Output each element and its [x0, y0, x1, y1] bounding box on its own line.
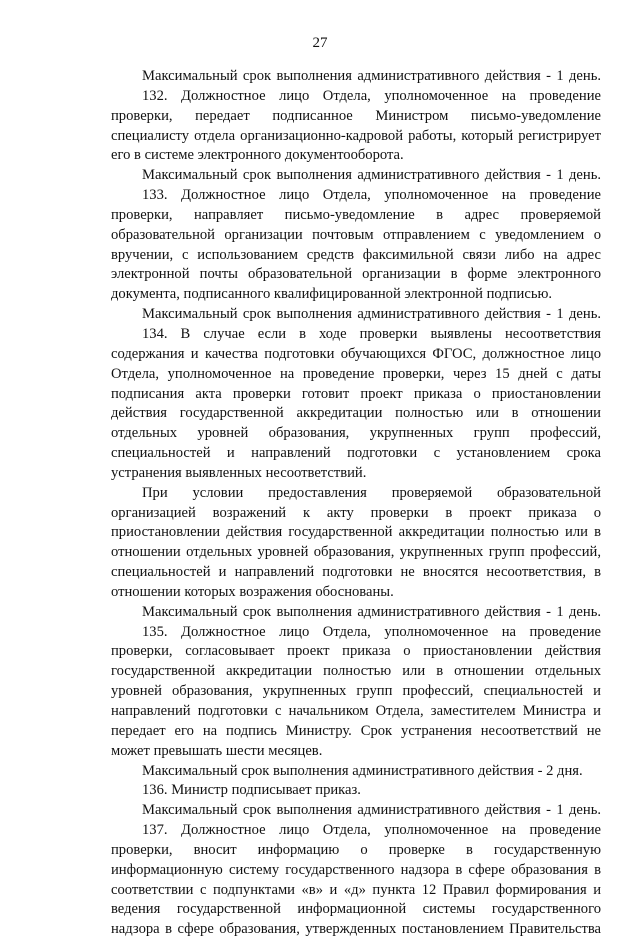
text-line: действия государственной аккредитации полностью или в отношении: [111, 405, 601, 422]
text-line: 136. Министр подписывает приказ.: [142, 782, 361, 799]
text-line: Максимальный срок выполнения административного действия - 1 день.: [142, 167, 601, 184]
text-line: вручении, с использованием средств факсимильной связи либо на адрес: [111, 246, 601, 263]
text-line: 135. Должностное лицо Отдела, уполномоченное на проведение: [142, 623, 601, 640]
text-line: 132. Должностное лицо Отдела, уполномоченное на проведение: [142, 87, 601, 104]
text-line: электронной почты образовательной организации в форме электронного: [111, 266, 601, 283]
text-line: проверки, вносит информацию о проверке в государственную: [111, 841, 601, 858]
text-line: При условии предоставления проверяемой образовательной: [142, 484, 601, 501]
text-line: его в системе электронного документооборота.: [111, 147, 404, 164]
body-text: [111, 67, 601, 940]
text-line: устранения выявленных несоответствий.: [111, 464, 367, 481]
text-line: соответствии с подпунктами «в» и «д» пункта 12 Правил формирования и: [111, 881, 601, 898]
text-line: отношении отдельных уровней образования, укрупненных групп профессий,: [111, 544, 601, 561]
text-line: может превышать шести месяцев.: [111, 742, 323, 759]
text-line: Максимальный срок выполнения административного действия - 1 день.: [142, 68, 601, 84]
text-line: надзора в сфере образования, утвержденных постановлением Правительства: [111, 921, 601, 938]
text-line: проверки, согласовывает проект приказа о приостановлении действия: [111, 643, 601, 660]
text-line: 137. Должностное лицо Отдела, уполномоченное на проведение: [142, 822, 601, 839]
text-line: отношении которых возражения обоснованы.: [111, 583, 394, 600]
text-line: 133. Должностное лицо Отдела, уполномоченное на проведение: [142, 187, 601, 204]
text-line: Отдела, уполномоченное на проведение проверки, через 15 дней с даты: [111, 365, 601, 382]
text-line: образовательной организации почтовым отправлением с уведомлением о: [111, 226, 601, 243]
text-line: отдельных уровней образования, укрупненных групп профессий,: [111, 425, 601, 442]
text-line: содержания и качества подготовки обучающихся ФГОС, должностное лицо: [111, 345, 601, 362]
text-line: специальностей и направлений подготовки не вносятся несоответствия, в: [111, 564, 601, 581]
text-line: организацией возражений к акту проверки в проект приказа о: [111, 504, 601, 521]
text-line: уровней образования, укрупненных групп профессий, специальностей и: [111, 683, 601, 700]
text-line: проверки, передает подписанное Министром письмо-уведомление: [111, 107, 601, 124]
text-line: направлений подготовки с начальником Отдела, заместителем Министра и: [111, 703, 601, 719]
text-line: Максимальный срок выполнения административного действия - 2 дня.: [142, 762, 583, 779]
text-line: 134. В случае если в ходе проверки выявлены несоответствия: [142, 325, 601, 342]
text-line: проверки, направляет письмо-уведомление в адрес проверяемой: [111, 206, 601, 223]
text-line: государственной аккредитации полностью или в отношении отдельных: [111, 663, 601, 680]
text-line: документа, подписанного квалифицированной электронной подписью.: [111, 286, 553, 303]
text-line: приостановлении действия государственной аккредитации полностью или в: [111, 524, 601, 541]
text-line: Максимальный срок выполнения административного действия - 1 день.: [142, 306, 601, 323]
text-line: передает его на подпись Министру. Срок устранения несоответствий не: [111, 722, 601, 739]
text-line: специалисту отдела организационно-кадровой работы, который регистрирует: [111, 127, 601, 144]
text-line: ведения государственной информационной системы государственного: [111, 901, 601, 918]
text-line: Максимальный срок выполнения административного действия - 1 день.: [142, 603, 601, 620]
text-line: Максимальный срок выполнения административного действия - 1 день.: [142, 802, 601, 819]
text-line: подписания акта проверки готовит проект приказа о приостановлении: [111, 385, 601, 402]
text-line: информационную систему государственного надзора в сфере образования в: [111, 861, 601, 878]
text-line: специальностей и направлений подготовки с установлением срока: [111, 445, 601, 462]
page-number: 27: [312, 35, 328, 51]
